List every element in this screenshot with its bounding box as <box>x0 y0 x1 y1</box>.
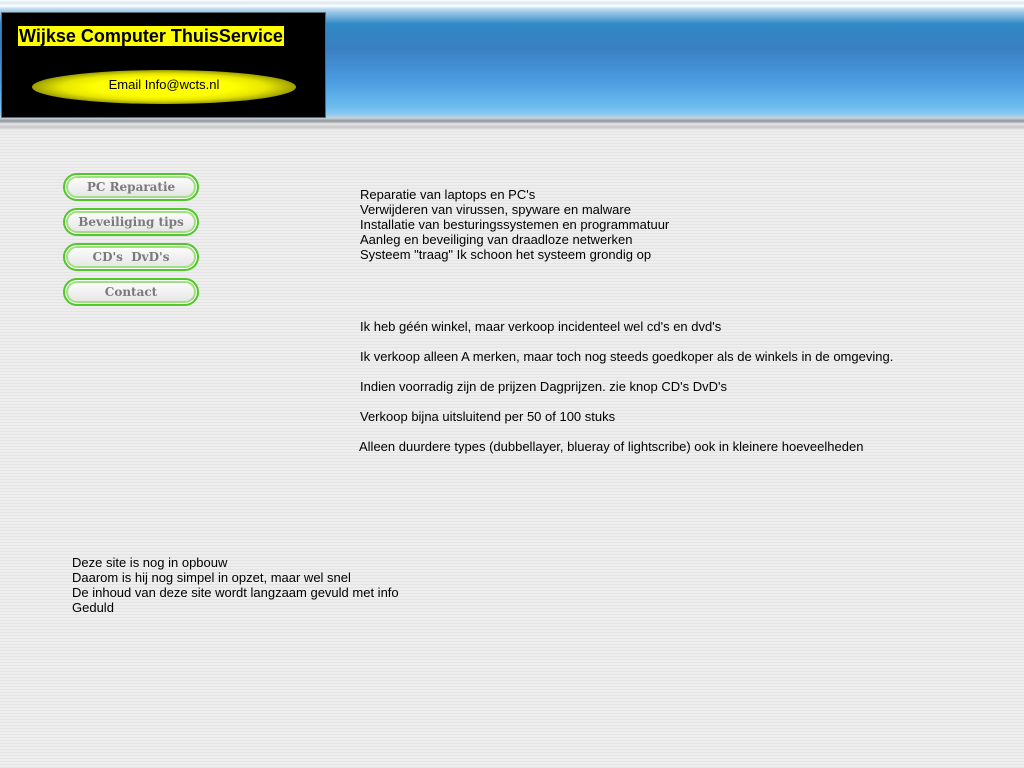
service-item: Aanleg en beveiliging van draadloze netwerken <box>360 232 633 247</box>
nav-button-cds-dvds[interactable]: CD's DvD's <box>63 243 199 271</box>
services-list <box>360 187 960 262</box>
info-paragraph: Alleen duurdere types (dubbellayer, blueray of lightscribe) ook in kleinere hoeveelheden <box>359 439 864 454</box>
site-logo <box>1 12 326 118</box>
info-paragraph: Ik heb géén winkel, maar verkoop incidenteel wel cd's en dvd's <box>360 319 722 334</box>
service-item: Verwijderen van virussen, spyware en malware <box>360 202 631 217</box>
info-paragraph: Indien voorradig zijn de prijzen Dagprijzen. zie knop CD's DvD's <box>360 379 727 394</box>
service-item: Systeem "traag" Ik schoon het systeem grondig op <box>360 247 652 262</box>
service-item: Reparatie van laptops en PC's <box>360 187 536 202</box>
notice-line: Geduld <box>72 600 114 615</box>
service-item: Installatie van besturingssystemen en programmatuur <box>360 217 670 232</box>
nav-button-pc-reparatie[interactable]: PC Reparatie <box>63 173 199 201</box>
info-paragraph: Ik verkoop alleen A merken, maar toch nog steeds goedkoper als de winkels in de omgeving. <box>360 349 894 364</box>
notice-line: Deze site is nog in opbouw <box>72 555 228 570</box>
site-title: Wijkse Computer ThuisService <box>19 26 283 46</box>
contact-email: Email Info@wcts.nl <box>108 77 220 92</box>
notice-line: De inhoud van deze site wordt langzaam gevuld met info <box>72 585 399 600</box>
construction-notice <box>72 555 472 615</box>
notice-line: Daarom is hij nog simpel in opzet, maar wel snel <box>72 570 351 585</box>
nav-button-beveiliging-tips[interactable]: Beveiliging tips <box>63 208 199 236</box>
nav-button-contact[interactable]: Contact <box>63 278 199 306</box>
sales-info <box>360 319 1000 469</box>
info-paragraph: Verkoop bijna uitsluitend per 50 of 100 stuks <box>360 409 616 424</box>
side-navigation <box>63 173 199 313</box>
